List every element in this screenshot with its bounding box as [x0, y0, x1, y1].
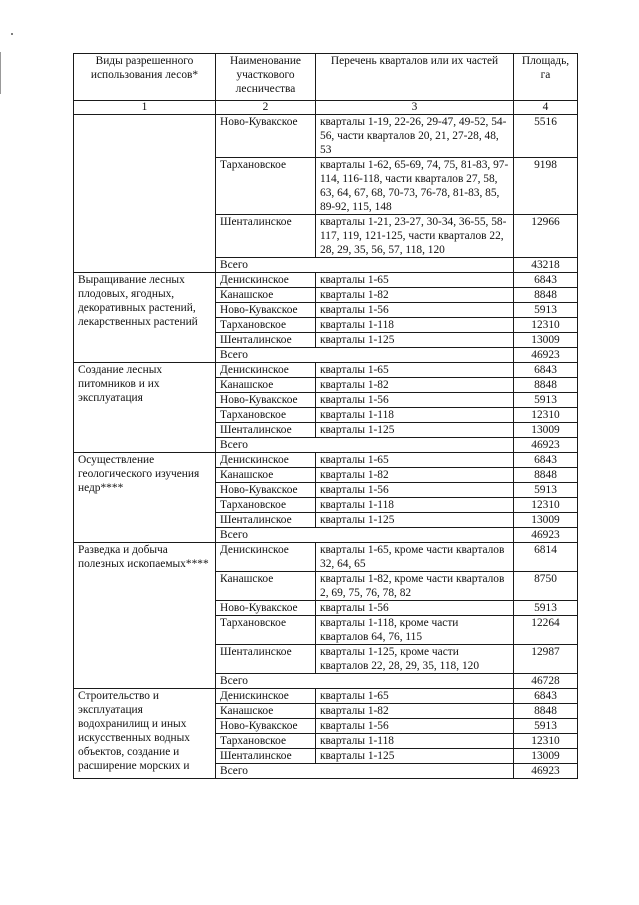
header-quarters: Перечень кварталов или их частей	[316, 54, 514, 101]
forestry-name: Канашское	[216, 288, 316, 303]
total-label: Всего	[216, 258, 514, 273]
forestry-name: Тархановское	[216, 408, 316, 423]
total-label: Всего	[216, 764, 514, 779]
quarters-list: кварталы 1-82	[316, 378, 514, 393]
forestry-name: Ново-Кувакское	[216, 483, 316, 498]
quarters-list: кварталы 1-82	[316, 288, 514, 303]
total-value: 46923	[514, 528, 578, 543]
use-type-cell: Создание лесных питомников и их эксплуатация	[74, 363, 216, 453]
forestry-name: Денискинское	[216, 363, 316, 378]
area-value: 12310	[514, 318, 578, 333]
use-type-cell: Разведка и добыча полезных ископаемых****	[74, 543, 216, 689]
forestry-name: Шенталинское	[216, 645, 316, 674]
area-value: 13009	[514, 749, 578, 764]
quarters-list: кварталы 1-118	[316, 408, 514, 423]
quarters-list: кварталы 1-19, 22-26, 29-47, 49-52, 54-56, части кварталов 20, 21, 27-28, 48, 53	[316, 115, 514, 158]
area-value: 12310	[514, 498, 578, 513]
quarters-list: кварталы 1-56	[316, 303, 514, 318]
quarters-list: кварталы 1-125	[316, 333, 514, 348]
forestry-name: Денискинское	[216, 543, 316, 572]
area-value: 6814	[514, 543, 578, 572]
area-value: 13009	[514, 333, 578, 348]
quarters-list: кварталы 1-82	[316, 704, 514, 719]
total-label: Всего	[216, 528, 514, 543]
forestry-name: Ново-Кувакское	[216, 719, 316, 734]
area-value: 8750	[514, 572, 578, 601]
table-row	[74, 115, 578, 158]
table-row	[74, 689, 578, 704]
quarters-list: кварталы 1-82, кроме части кварталов 2, 69, 75, 76, 78, 82	[316, 572, 514, 601]
total-label: Всего	[216, 438, 514, 453]
header-forestry: Наименование участкового лесничества	[216, 54, 316, 101]
forestry-name: Денискинское	[216, 453, 316, 468]
forestry-name: Шенталинское	[216, 749, 316, 764]
quarters-list: кварталы 1-118	[316, 318, 514, 333]
total-value: 43218	[514, 258, 578, 273]
area-value: 5913	[514, 303, 578, 318]
scan-speck	[11, 33, 13, 35]
quarters-list: кварталы 1-65	[316, 273, 514, 288]
area-value: 13009	[514, 513, 578, 528]
quarters-list: кварталы 1-56	[316, 719, 514, 734]
forestry-name: Ново-Кувакское	[216, 601, 316, 616]
area-value: 8848	[514, 288, 578, 303]
forestry-name: Тархановское	[216, 616, 316, 645]
area-value: 12310	[514, 408, 578, 423]
area-value: 6843	[514, 273, 578, 288]
forestry-name: Канашское	[216, 468, 316, 483]
area-value: 8848	[514, 468, 578, 483]
area-value: 6843	[514, 453, 578, 468]
header-row	[74, 54, 578, 101]
forestry-name: Ново-Кувакское	[216, 303, 316, 318]
quarters-list: кварталы 1-82	[316, 468, 514, 483]
total-label: Всего	[216, 348, 514, 363]
total-value: 46923	[514, 764, 578, 779]
quarters-list: кварталы 1-118, кроме части кварталов 64, 76, 115	[316, 616, 514, 645]
quarters-list: кварталы 1-56	[316, 483, 514, 498]
quarters-list: кварталы 1-118	[316, 498, 514, 513]
area-value: 12966	[514, 215, 578, 258]
area-value: 5913	[514, 483, 578, 498]
forestry-name: Ново-Кувакское	[216, 115, 316, 158]
total-value: 46923	[514, 348, 578, 363]
use-type-cell: Выращивание лесных плодовых, ягодных, декоративных растений, лекарственных растений	[74, 273, 216, 363]
quarters-list: кварталы 1-125, кроме части кварталов 22, 28, 29, 35, 118, 120	[316, 645, 514, 674]
forest-use-table	[73, 53, 578, 779]
table-row	[74, 363, 578, 378]
quarters-list: кварталы 1-125	[316, 513, 514, 528]
forestry-name: Канашское	[216, 572, 316, 601]
quarters-list: кварталы 1-65	[316, 689, 514, 704]
use-type-cell	[74, 115, 216, 273]
total-label: Всего	[216, 674, 514, 689]
quarters-list: кварталы 1-125	[316, 749, 514, 764]
forestry-name: Денискинское	[216, 689, 316, 704]
quarters-list: кварталы 1-65	[316, 363, 514, 378]
quarters-list: кварталы 1-65	[316, 453, 514, 468]
forestry-name: Шенталинское	[216, 513, 316, 528]
scan-edge-mark	[0, 52, 1, 94]
area-value: 12987	[514, 645, 578, 674]
use-type-cell: Осуществление геологического изучения недр****	[74, 453, 216, 543]
area-value: 12264	[514, 616, 578, 645]
area-value: 5913	[514, 393, 578, 408]
table-row	[74, 453, 578, 468]
column-number: 4	[514, 101, 578, 115]
forestry-name: Шенталинское	[216, 215, 316, 258]
area-value: 12310	[514, 734, 578, 749]
forestry-name: Канашское	[216, 704, 316, 719]
column-number: 3	[316, 101, 514, 115]
area-value: 6843	[514, 363, 578, 378]
total-value: 46923	[514, 438, 578, 453]
area-value: 5516	[514, 115, 578, 158]
column-number-row	[74, 101, 578, 115]
area-value: 9198	[514, 158, 578, 215]
forestry-name: Шенталинское	[216, 423, 316, 438]
area-value: 6843	[514, 689, 578, 704]
area-value: 13009	[514, 423, 578, 438]
quarters-list: кварталы 1-56	[316, 393, 514, 408]
quarters-list: кварталы 1-62, 65-69, 74, 75, 81-83, 97-114, 116-118, части кварталов 27, 58, 63, 64, 67, 68, 70-73, 76-78, 81-83, 85, 89-92, 115, 148	[316, 158, 514, 215]
quarters-list: кварталы 1-56	[316, 601, 514, 616]
area-value: 5913	[514, 601, 578, 616]
area-value: 8848	[514, 704, 578, 719]
table-row	[74, 543, 578, 572]
quarters-list: кварталы 1-118	[316, 734, 514, 749]
total-value: 46728	[514, 674, 578, 689]
header-use-type: Виды разрешенного использования лесов*	[74, 54, 216, 101]
forestry-name: Тархановское	[216, 498, 316, 513]
column-number: 1	[74, 101, 216, 115]
column-number: 2	[216, 101, 316, 115]
area-value: 8848	[514, 378, 578, 393]
use-type-cell: Строительство и эксплуатация водохранилищ и иных искусственных водных объектов, создание и расширение морских и	[74, 689, 216, 779]
quarters-list: кварталы 1-21, 23-27, 30-34, 36-55, 58-117, 119, 121-125, части кварталов 22, 28, 29, 35, 56, 57, 118, 120	[316, 215, 514, 258]
header-area: Площадь, га	[514, 54, 578, 101]
table-row	[74, 273, 578, 288]
forestry-name: Тархановское	[216, 734, 316, 749]
forestry-name: Шенталинское	[216, 333, 316, 348]
forestry-name: Ново-Кувакское	[216, 393, 316, 408]
area-value: 5913	[514, 719, 578, 734]
forestry-name: Канашское	[216, 378, 316, 393]
forestry-name: Тархановское	[216, 158, 316, 215]
forestry-name: Денискинское	[216, 273, 316, 288]
forestry-name: Тархановское	[216, 318, 316, 333]
quarters-list: кварталы 1-125	[316, 423, 514, 438]
quarters-list: кварталы 1-65, кроме части кварталов 32, 64, 65	[316, 543, 514, 572]
